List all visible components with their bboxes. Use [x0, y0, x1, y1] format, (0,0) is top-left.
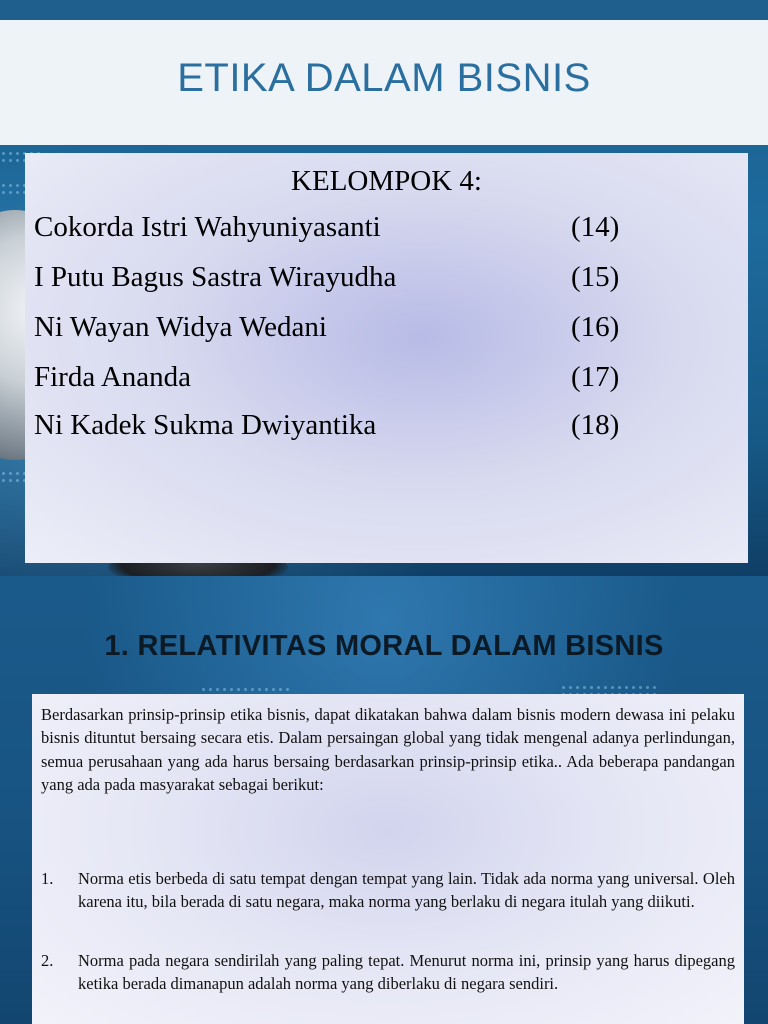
- text-box: [32, 694, 744, 1024]
- member-number: (14): [571, 211, 620, 243]
- group-box: [25, 153, 748, 563]
- member-row: [34, 361, 734, 394]
- member-name: Ni Wayan Widya Wedani: [34, 311, 327, 343]
- section-heading: 1. RELATIVITAS MORAL DALAM BISNIS: [104, 630, 664, 662]
- list-text: Norma etis berbeda di satu tempat dengan tempat yang lain. Tidak ada norma yang universal. Oleh karena itu, bila berada di satu negara, maka norma yang berlaku di negara itulah yang diikuti.: [78, 869, 735, 912]
- member-row: [34, 409, 734, 442]
- top-strip: [0, 0, 768, 20]
- member-number: (16): [571, 311, 620, 343]
- decorative-dots: [0, 182, 25, 196]
- slide-title-text: ETIKA DALAM BISNIS: [177, 56, 591, 100]
- member-number: (17): [571, 361, 620, 393]
- member-name: Firda Ananda: [34, 361, 192, 393]
- member-number: (18): [571, 409, 620, 441]
- member-row: [34, 311, 734, 344]
- member-number: (15): [571, 261, 620, 293]
- member-name: Cokorda Istri Wahyuniyasanti: [34, 211, 381, 243]
- member-row: [34, 261, 734, 294]
- list-text: Norma pada negara sendirilah yang paling tepat. Menurut norma ini, prinsip yang harus dipegang ketika berada dimanapun adalah norma yang diberlaku di negara sendiri.: [78, 951, 735, 994]
- member-name: I Putu Bagus Sastra Wirayudha: [34, 261, 397, 293]
- intro-paragraph: Berdasarkan prinsip-prinsip etika bisnis, dapat dikatakan bahwa dalam bisnis modern dewasa ini pelaku bisnis dituntut bersaing secara etis. Dalam persaingan global yang tidak mengenal adanya perlindungan, semua perusahaan yang ada harus bersaing berdasarkan prinsip-prinsip etika.. Ada beberapa pandangan yang ada pada masyarakat sebagai berikut:: [41, 705, 735, 795]
- list-number: 1.: [41, 869, 54, 888]
- member-name: Ni Kadek Sukma Dwiyantika: [34, 409, 377, 441]
- group-title: KELOMPOK 4:: [291, 165, 482, 197]
- list-number: 2.: [41, 951, 54, 970]
- slide-content: [0, 576, 768, 1024]
- member-row: [34, 211, 734, 244]
